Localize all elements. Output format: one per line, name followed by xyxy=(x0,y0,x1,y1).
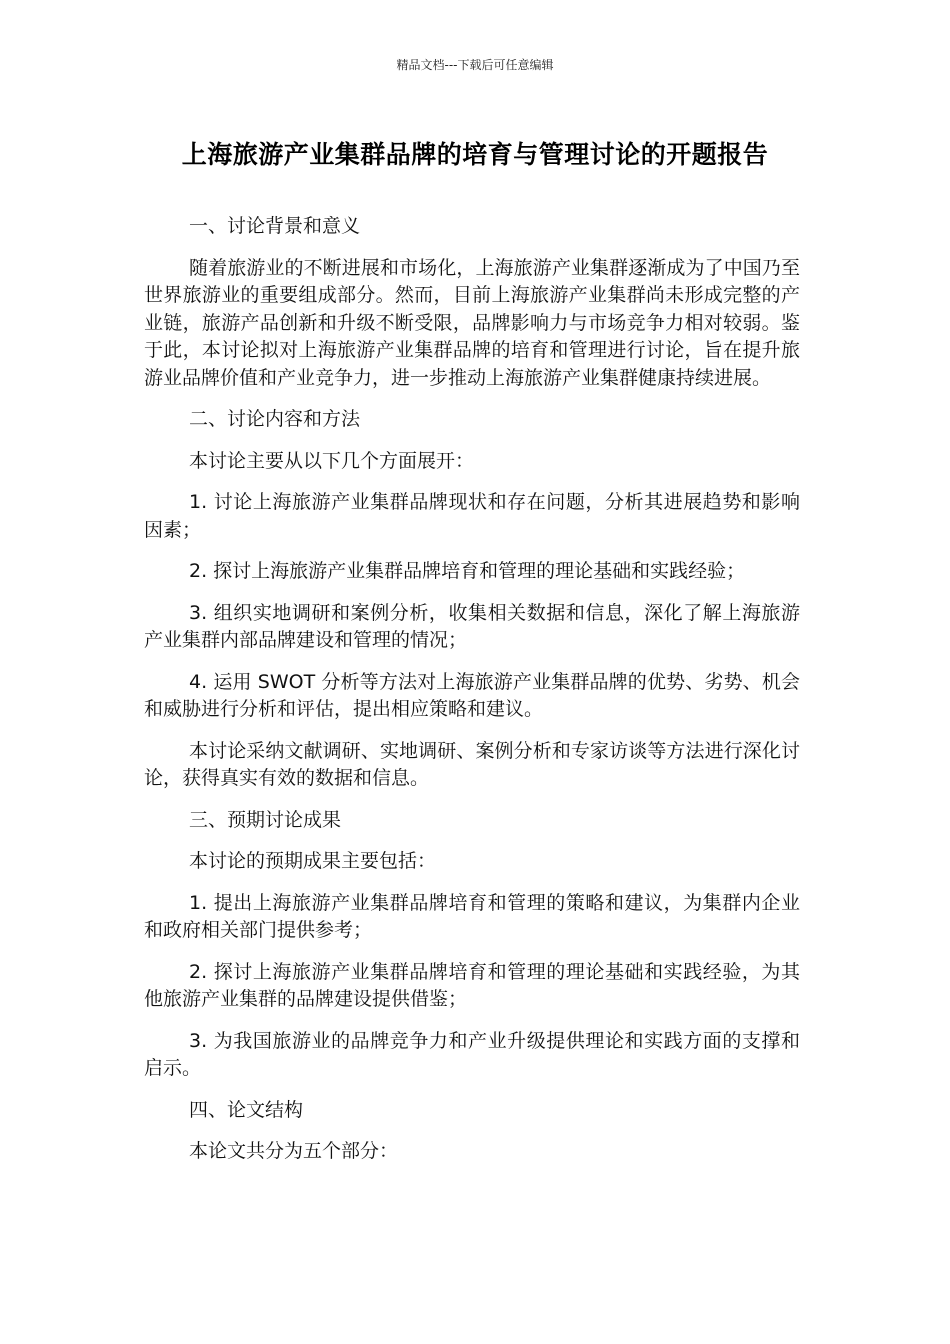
list-item-results-2: 2. 探讨上海旅游产业集群品牌培育和管理的理论基础和实践经验，为其他旅游产业集群的品牌建设提供借鉴； xyxy=(144,960,800,1010)
paragraph-background: 随着旅游业的不断进展和市场化，上海旅游产业集群逐渐成为了中国乃至世界旅游业的重要组成部分。然而，目前上海旅游产业集群尚未形成完整的产业链，旅游产品创新和升级不断受限，品牌影响力与市场竞争力相对较弱。鉴于此，本讨论拟对上海旅游产业集群品牌的培育和管理进行讨论，旨在提升旅游业品牌价值和产业竞争力，进一步推动上海旅游产业集群健康持续进展。 xyxy=(144,256,800,389)
document-title: 上海旅游产业集群品牌的培育与管理讨论的开题报告 xyxy=(181,140,769,169)
list-item-results-3: 3. 为我国旅游业的品牌竞争力和产业升级提供理论和实践方面的支撑和启示。 xyxy=(144,1029,800,1079)
paragraph-intro-results: 本讨论的预期成果主要包括： xyxy=(189,850,437,872)
list-item-results-1: 1. 提出上海旅游产业集群品牌培育和管理的策略和建议，为集群内企业和政府相关部门提供参考； xyxy=(144,891,800,941)
list-item-content-4: 4. 运用 SWOT 分析等方法对上海旅游产业集群品牌的优势、劣势、机会和威胁进行分析和评估，提出相应策略和建议。 xyxy=(144,670,800,720)
header-note: 精品文档---下载后可任意编辑 xyxy=(396,58,554,72)
list-item-content-2: 2. 探讨上海旅游产业集群品牌培育和管理的理论基础和实践经验； xyxy=(189,560,746,582)
section-heading-content-methods: 二、讨论内容和方法 xyxy=(189,408,361,430)
list-item-content-3: 3. 组织实地调研和案例分析，收集相关数据和信息，深化了解上海旅游产业集群内部品牌建设和管理的情况； xyxy=(144,601,800,651)
paragraph-methods: 本讨论采纳文献调研、实地调研、案例分析和专家访谈等方法进行深化讨论，获得真实有效的数据和信息。 xyxy=(144,739,800,789)
list-item-content-1: 1. 讨论上海旅游产业集群品牌现状和存在问题，分析其进展趋势和影响因素； xyxy=(144,491,800,541)
document-body xyxy=(144,213,800,1180)
section-heading-background: 一、讨论背景和意义 xyxy=(189,215,361,237)
section-heading-structure: 四、论文结构 xyxy=(189,1098,304,1121)
paragraph-structure: 本论文共分为五个部分： xyxy=(189,1140,399,1162)
paragraph-intro-content: 本讨论主要从以下几个方面展开： xyxy=(189,449,475,472)
section-heading-expected-results: 三、预期讨论成果 xyxy=(189,808,342,831)
